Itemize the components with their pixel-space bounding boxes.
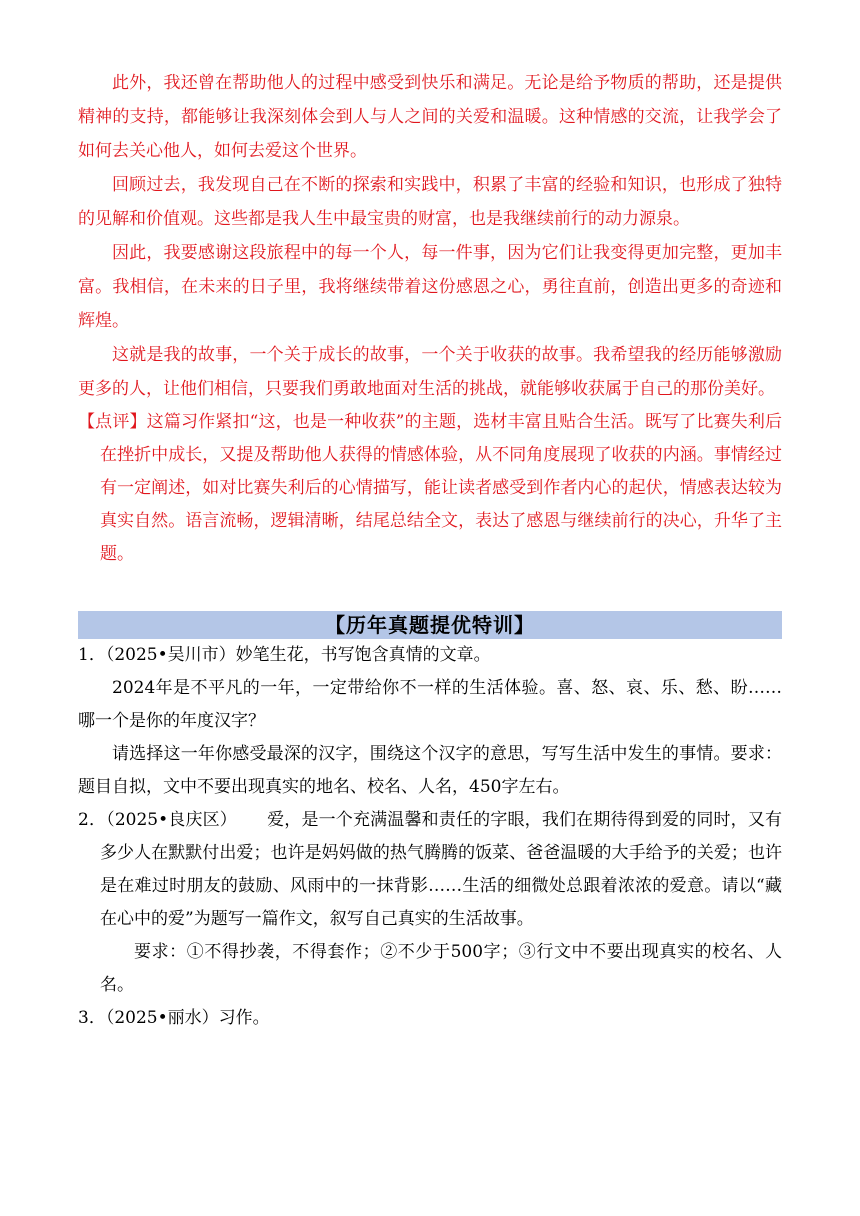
question-1 bbox=[78, 639, 782, 804]
question-2-prompt: 爱，是一个充满温馨和责任的字眼，我们在期待得到爱的同时，又有多少人在默默付出爱；也许是妈妈做的热气腾腾的饭菜、爸爸温暖的大手给予的关爱；也许是在难过时朋友的鼓励、风雨中的一抹背影……生活的细微处总跟着浓浓的爱意。请以“藏在心中的爱”为题写一篇作文，叙写自己真实的生活故事。 bbox=[100, 810, 783, 929]
question-2-number: 2． bbox=[78, 810, 107, 830]
essay-paragraph-3: 因此，我要感谢这段旅程中的每一个人，每一件事，因为它们让我变得更加完整，更加丰富。我相信，在未来的日子里，我将继续带着这份感恩之心，勇往直前，创造出更多的奇迹和辉煌。 bbox=[78, 243, 782, 331]
question-3-header bbox=[78, 1002, 782, 1035]
comment-block bbox=[78, 406, 782, 571]
question-1-prompt: 妙笔生花，书写饱含真情的文章。 bbox=[235, 645, 491, 665]
comment-text: 这篇习作紧扣“这，也是一种收获”的主题，选材丰富且贴合生活。既写了比赛失利后在挫折中成长，又提及帮助他人获得的情感体验，从不同角度展现了收获的内涵。事情经过有一定阐述，如对比赛失利后的心情描写，能让读者感受到作者内心的起伏，情感表达较为真实自然。语言流畅，逻辑清晰，结尾总结全文，表达了感恩与继续前行的决心，升华了主题。 bbox=[100, 412, 783, 564]
essay-paragraph-4: 这就是我的故事，一个关于成长的故事，一个关于收获的故事。我希望我的经历能够激励更多的人，让他们相信，只要我们勇敢地面对生活的挑战，就能够收获属于自己的那份美好。 bbox=[78, 345, 782, 399]
essay-paragraph-1: 此外，我还曾在帮助他人的过程中感受到快乐和满足。无论是给予物质的帮助，还是提供精神的支持，都能够让我深刻体会到人与人之间的关爱和温暖。这种情感的交流，让我学会了如何去关心他人，如何去爱这个世界。 bbox=[78, 73, 782, 161]
comment-tag: 【点评】 bbox=[78, 412, 147, 432]
essay-paragraph-2: 回顾过去，我发现自己在不断的探索和实践中，积累了丰富的经验和知识，也形成了独特的见解和价值观。这些都是我人生中最宝贵的财富，也是我继续前行的动力源泉。 bbox=[78, 175, 782, 229]
question-2-requirements: 要求：①不得抄袭，不得套作；②不少于500字；③行文中不要出现真实的校名、人名。 bbox=[100, 942, 782, 995]
question-1-number: 1． bbox=[78, 645, 106, 665]
question-3-prompt: 习作。 bbox=[218, 1008, 270, 1028]
question-3-number: 3． bbox=[78, 1008, 106, 1028]
question-2 bbox=[78, 804, 782, 1002]
question-3-source: （2025•丽水） bbox=[105, 1008, 219, 1028]
question-2-source: （2025•良庆区） bbox=[106, 810, 237, 830]
question-1-source: （2025•吴川市） bbox=[105, 645, 236, 665]
section-title-banner: 【历年真题提优特训】 bbox=[78, 611, 782, 639]
document-page bbox=[78, 66, 782, 1035]
question-1-body-2: 请选择这一年你感受最深的汉字，围绕这个汉字的意思，写写生活中发生的事情。要求：题目自拟，文中不要出现真实的地名、校名、人名，450字左右。 bbox=[78, 744, 782, 797]
question-1-body-1: 2024年是不平凡的一年，一定带给你不一样的生活体验。喜、怒、哀、乐、愁、盼……哪一个是你的年度汉字？ bbox=[78, 678, 782, 731]
question-1-header bbox=[78, 639, 782, 672]
question-2-header bbox=[78, 804, 782, 936]
question-3 bbox=[78, 1002, 782, 1035]
